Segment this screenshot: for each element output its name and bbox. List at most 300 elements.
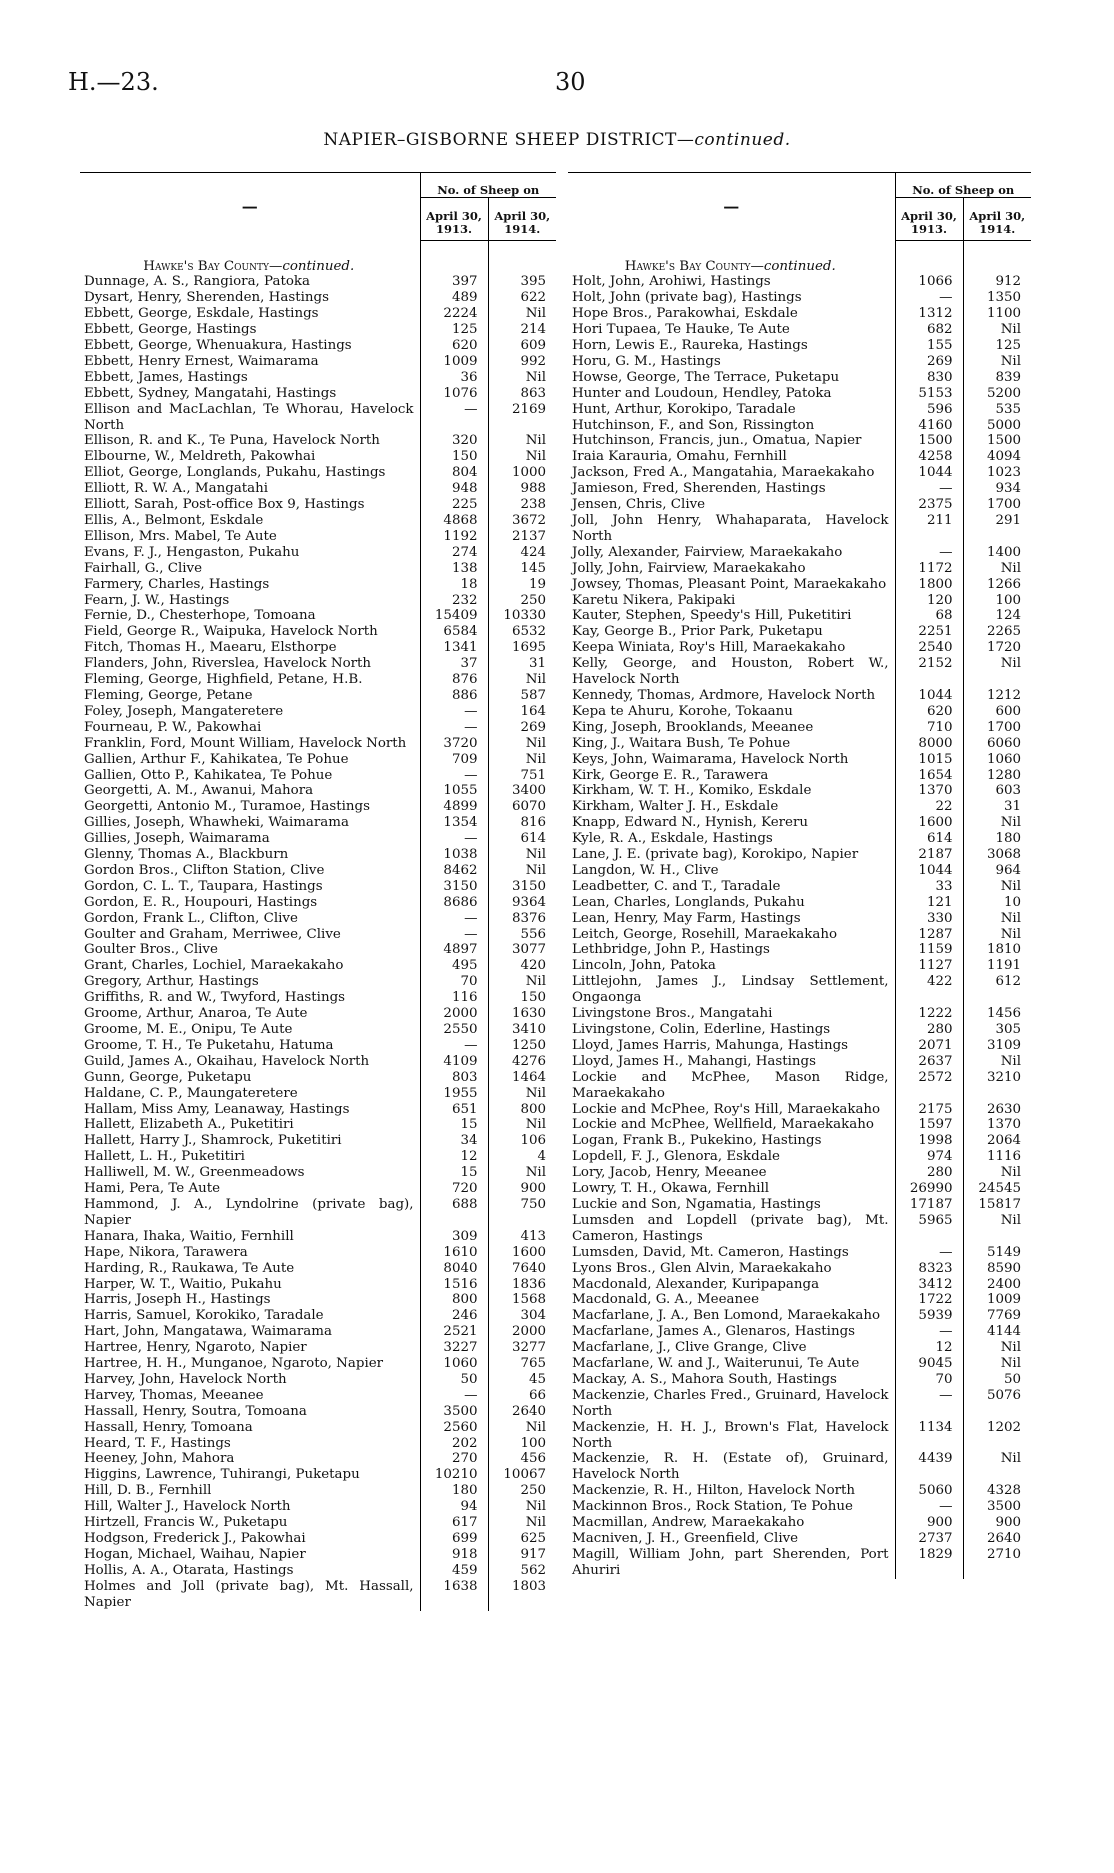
sheep-count-1913: 70 xyxy=(420,974,488,990)
sheep-count-1913: 1055 xyxy=(420,783,488,799)
table-row xyxy=(80,927,556,943)
owner-name: Gillies, Joseph, Whawheki, Waimarama xyxy=(84,815,349,831)
owner-name: Jackson, Fred A., Mangatahia, Maraekakaho xyxy=(572,465,875,481)
table-row xyxy=(80,752,556,768)
sheep-count-1914: 8376 xyxy=(488,911,556,927)
table-row xyxy=(80,1483,556,1499)
sheep-count-1913: 5965 xyxy=(895,1213,963,1245)
sheep-count-1913: 720 xyxy=(420,1181,488,1197)
owner-name: Elliott, R. W. A., Mangatahi xyxy=(84,481,269,497)
owner-name: Groome, Arthur, Anaroa, Te Aute xyxy=(84,1006,308,1022)
sheep-count-1913: 2175 xyxy=(895,1102,963,1118)
sheep-count-1914: 269 xyxy=(488,720,556,736)
sheep-count-1914: 10 xyxy=(963,895,1031,911)
sheep-count-1913: 1287 xyxy=(895,927,963,943)
sheep-count-1913: 22 xyxy=(895,799,963,815)
sheep-count-1913: 1638 xyxy=(420,1579,488,1611)
table-row xyxy=(80,1340,556,1356)
sheep-count-1914: 1700 xyxy=(963,720,1031,736)
sheep-count-1913: 876 xyxy=(420,672,488,688)
owner-name: King, J., Waitara Bush, Te Pohue xyxy=(572,735,791,751)
owner-name: Gallien, Arthur F., Kahikatea, Te Pohue xyxy=(84,751,349,767)
document-number: H.—23. xyxy=(68,68,159,96)
sheep-count-1914: 839 xyxy=(963,370,1031,386)
sheep-count-1914: 250 xyxy=(488,1483,556,1499)
sheep-count-1913: 800 xyxy=(420,1292,488,1308)
owner-name: Jolly, Alexander, Fairview, Maraekakaho xyxy=(572,544,843,560)
sheep-count-1913: 1044 xyxy=(895,688,963,704)
sheep-count-1914: 456 xyxy=(488,1451,556,1467)
owner-name: Heard, T. F., Hastings xyxy=(84,1435,231,1451)
table-row xyxy=(80,1229,556,1245)
owner-name: Hape, Nikora, Tarawera xyxy=(84,1244,248,1260)
owner-name: King, Joseph, Brooklands, Meeanee xyxy=(572,719,814,735)
owner-name: Ellison, Mrs. Mabel, Te Aute xyxy=(84,528,277,544)
sheep-count-1914: 2265 xyxy=(963,624,1031,640)
sheep-count-1914: 614 xyxy=(488,831,556,847)
sheep-count-1913: 3720 xyxy=(420,736,488,752)
sheep-count-1914: 2630 xyxy=(963,1102,1031,1118)
owner-name: Hunter and Loudoun, Hendley, Patoka xyxy=(572,385,832,401)
table-row xyxy=(80,1197,556,1229)
owner-name: Fleming, George, Petane xyxy=(84,687,253,703)
sheep-count-1913: 2224 xyxy=(420,306,488,322)
table-row xyxy=(80,720,556,736)
table-row xyxy=(568,958,1031,974)
sheep-count-1913: 1354 xyxy=(420,815,488,831)
table-row xyxy=(80,481,556,497)
sheep-count-1914: 1191 xyxy=(963,958,1031,974)
sheep-count-1914: 6070 xyxy=(488,799,556,815)
sheep-count-1913: 1312 xyxy=(895,306,963,322)
sheep-count-1914: 992 xyxy=(488,354,556,370)
sheep-count-1913: 2000 xyxy=(420,1006,488,1022)
sheep-count-1914: 1266 xyxy=(963,577,1031,593)
sheep-count-1913: — xyxy=(895,545,963,561)
sheep-count-1914: 3500 xyxy=(963,1499,1031,1515)
sheep-count-1914: 6532 xyxy=(488,624,556,640)
table-row xyxy=(80,990,556,1006)
table-row xyxy=(568,1483,1031,1499)
sheep-count-1914: 5200 xyxy=(963,386,1031,402)
sheep-count-1914: 917 xyxy=(488,1547,556,1563)
year-1914-header: April 30, 1914. xyxy=(963,198,1031,241)
owner-name: Macfarlane, W. and J., Waiterunui, Te Aute xyxy=(572,1356,860,1372)
sheep-count-1914: 2169 xyxy=(488,402,556,434)
table-row xyxy=(80,608,556,624)
sheep-count-1913: 1015 xyxy=(895,752,963,768)
owner-name: Macniven, J. H., Greenfield, Clive xyxy=(572,1531,799,1546)
table-row xyxy=(568,1388,1031,1420)
owner-name: Jensen, Chris, Clive xyxy=(572,497,706,513)
sheep-count-1914: 964 xyxy=(963,863,1031,879)
owner-name: Horn, Lewis E., Raureka, Hastings xyxy=(572,338,808,354)
table-row xyxy=(568,433,1031,449)
table-row xyxy=(568,688,1031,704)
sheep-count-1913: 2540 xyxy=(895,640,963,656)
sheep-count-1913: 4897 xyxy=(420,942,488,958)
sheep-count-1914: 3277 xyxy=(488,1340,556,1356)
sheep-count-1914: Nil xyxy=(963,354,1031,370)
sheep-count-1913: 50 xyxy=(420,1372,488,1388)
table-row xyxy=(80,1261,556,1277)
sheep-count-1914: 1568 xyxy=(488,1292,556,1308)
sheep-count-1913: — xyxy=(420,402,488,434)
owner-name: Hill, D. B., Fernhill xyxy=(84,1483,212,1499)
sheep-count-1914: Nil xyxy=(963,815,1031,831)
owner-name: Groome, M. E., Onipu, Te Aute xyxy=(84,1022,293,1037)
sheep-count-1913: 948 xyxy=(420,481,488,497)
sheep-count-1914: 2710 xyxy=(963,1547,1031,1579)
sheep-count-1913: 5060 xyxy=(895,1483,963,1499)
right-column xyxy=(568,172,1031,1852)
table-row xyxy=(568,1070,1031,1102)
sheep-count-1914: Nil xyxy=(488,370,556,386)
table-row xyxy=(80,1515,556,1531)
sheep-count-1913: 1370 xyxy=(895,783,963,799)
owner-name: Ellison and MacLachlan, Te Whorau, Havelock North xyxy=(84,401,414,433)
sheep-count-1914: 1212 xyxy=(963,688,1031,704)
owner-name: Harvey, Thomas, Meeanee xyxy=(84,1387,264,1403)
table-row xyxy=(80,640,556,656)
sheep-count-1913: 4258 xyxy=(895,449,963,465)
sheep-count-1913: 2560 xyxy=(420,1420,488,1436)
owner-name: Macfarlane, J., Clive Grange, Clive xyxy=(572,1340,807,1356)
table-row xyxy=(80,1372,556,1388)
table-row xyxy=(80,306,556,322)
sheep-count-1914: 2137 xyxy=(488,529,556,545)
section-heading-row xyxy=(568,241,1031,275)
sheep-count-1913: — xyxy=(895,1499,963,1515)
sheep-count-1913: 974 xyxy=(895,1149,963,1165)
owner-name: Elliott, Sarah, Post-office Box 9, Hastings xyxy=(84,497,365,513)
sheep-count-1914: Nil xyxy=(488,1117,556,1133)
sheep-count-1913: 4160 xyxy=(895,418,963,434)
section-title: Hawke's Bay County— xyxy=(143,258,283,274)
sheep-count-1913: 1192 xyxy=(420,529,488,545)
sheep-count-1914: 1250 xyxy=(488,1038,556,1054)
sheep-count-1914: 1500 xyxy=(963,433,1031,449)
sheep-count-1913: 804 xyxy=(420,465,488,481)
table-row xyxy=(80,449,556,465)
sheep-count-1913: 1066 xyxy=(895,274,963,290)
sheep-count-1913: 180 xyxy=(420,1483,488,1499)
sheep-count-1914: 1630 xyxy=(488,1006,556,1022)
sheep-count-1913: 1829 xyxy=(895,1547,963,1579)
sheep-count-1913: 1172 xyxy=(895,561,963,577)
table-row xyxy=(80,1404,556,1420)
owner-name: Macmillan, Andrew, Maraekakaho xyxy=(572,1515,805,1531)
table-row xyxy=(568,354,1031,370)
table-row xyxy=(80,815,556,831)
sheep-count-1914: 5076 xyxy=(963,1388,1031,1420)
sheep-count-1914: 45 xyxy=(488,1372,556,1388)
owner-name: Heeney, John, Mahora xyxy=(84,1451,235,1467)
sheep-count-1914: Nil xyxy=(488,449,556,465)
sheep-count-1913: 12 xyxy=(420,1149,488,1165)
sheep-count-1913: 918 xyxy=(420,1547,488,1563)
table-row xyxy=(568,1547,1031,1579)
table-row xyxy=(80,402,556,434)
sheep-count-1914: 622 xyxy=(488,290,556,306)
owner-name: Fearn, J. W., Hastings xyxy=(84,592,230,608)
table-row xyxy=(80,624,556,640)
sheep-count-1913: — xyxy=(895,481,963,497)
sheep-count-1913: 8040 xyxy=(420,1261,488,1277)
sheep-count-1913: 617 xyxy=(420,1515,488,1531)
owner-name: Hartree, Henry, Ngaroto, Napier xyxy=(84,1340,307,1356)
owner-name: Mackenzie, R. H., Hilton, Havelock North xyxy=(572,1483,856,1499)
sheep-count-1914: 609 xyxy=(488,338,556,354)
owner-name: Karetu Nikera, Pakipaki xyxy=(572,592,736,608)
sheep-count-1913: 830 xyxy=(895,370,963,386)
sheep-count-1914: 19 xyxy=(488,577,556,593)
owner-name: Fourneau, P. W., Pakowhai xyxy=(84,719,262,735)
sheep-count-1914: Nil xyxy=(488,306,556,322)
table-row xyxy=(80,545,556,561)
year-1913-header: April 30, 1913. xyxy=(895,198,963,241)
table-row xyxy=(568,1149,1031,1165)
sheep-count-1913: 1341 xyxy=(420,640,488,656)
sheep-count-1914: 7769 xyxy=(963,1308,1031,1324)
sheep-count-1913: 9045 xyxy=(895,1356,963,1372)
sheep-count-1913: 18 xyxy=(420,577,488,593)
sheep-count-1914: 3210 xyxy=(963,1070,1031,1102)
owner-name: Fernie, D., Chesterhope, Tomoana xyxy=(84,608,316,624)
table-row xyxy=(80,863,556,879)
table-row xyxy=(80,1181,556,1197)
owner-name: Gordon Bros., Clifton Station, Clive xyxy=(84,862,325,878)
sheep-count-1913: 682 xyxy=(895,322,963,338)
owner-name: Hanara, Ihaka, Waitio, Fernhill xyxy=(84,1228,294,1244)
page-number: 30 xyxy=(555,68,586,96)
owner-name: Kepa te Ahuru, Korohe, Tokaanu xyxy=(572,703,793,719)
sheep-count-1914: 50 xyxy=(963,1372,1031,1388)
sheep-count-1913: 274 xyxy=(420,545,488,561)
owner-name: Flanders, John, Riverslea, Havelock North xyxy=(84,656,372,672)
table-row xyxy=(568,1054,1031,1070)
sheep-count-1914: Nil xyxy=(488,974,556,990)
owner-name: Mackinnon Bros., Rock Station, Te Pohue xyxy=(572,1499,853,1515)
owner-name: Georgetti, Antonio M., Turamoe, Hastings xyxy=(84,799,370,815)
table-row xyxy=(568,847,1031,863)
sheep-count-1914: 4144 xyxy=(963,1324,1031,1340)
owner-name: Hassall, Henry, Tomoana xyxy=(84,1419,253,1435)
sheep-count-1914: 31 xyxy=(488,656,556,672)
sheep-count-1913: 36 xyxy=(420,370,488,386)
table-row xyxy=(568,624,1031,640)
owner-name: Jowsey, Thomas, Pleasant Point, Maraekakaho xyxy=(572,576,887,592)
sheep-count-1914: Nil xyxy=(488,1499,556,1515)
table-row xyxy=(80,322,556,338)
sheep-count-1913: 138 xyxy=(420,561,488,577)
sheep-count-1913: 12 xyxy=(895,1340,963,1356)
sheep-count-1913: 1009 xyxy=(420,354,488,370)
table-row xyxy=(568,449,1031,465)
sheep-count-1913: 8323 xyxy=(895,1261,963,1277)
sheep-count-1914: 5000 xyxy=(963,418,1031,434)
sheep-count-1914: 150 xyxy=(488,990,556,1006)
owner-name: Hami, Pera, Te Aute xyxy=(84,1181,221,1197)
sheep-count-1913: 2521 xyxy=(420,1324,488,1340)
owner-name: Logan, Frank B., Pukekino, Hastings xyxy=(572,1133,822,1149)
sheep-count-1914: 1280 xyxy=(963,768,1031,784)
sheep-count-1914: 2400 xyxy=(963,1277,1031,1293)
sheep-count-1914: Nil xyxy=(488,847,556,863)
owner-name: Evans, F. J., Hengaston, Pukahu xyxy=(84,544,300,560)
sheep-count-1913: 1038 xyxy=(420,847,488,863)
table-row xyxy=(80,577,556,593)
owner-name: Keepa Winiata, Roy's Hill, Maraekakaho xyxy=(572,640,846,656)
owner-name: Harris, Joseph H., Hastings xyxy=(84,1292,271,1308)
sheep-count-1914: Nil xyxy=(963,656,1031,688)
owner-name: Grant, Charles, Lochiel, Maraekakaho xyxy=(84,958,344,974)
sheep-count-1914: 145 xyxy=(488,561,556,577)
owner-name: Gillies, Joseph, Waimarama xyxy=(84,831,270,847)
table-row xyxy=(80,942,556,958)
owner-name: Livingstone Bros., Mangatahi xyxy=(572,1006,773,1022)
sheep-count-1913: 1060 xyxy=(420,1356,488,1372)
left-table-body xyxy=(80,241,556,1611)
table-row xyxy=(568,704,1031,720)
owner-name: Hirtzell, Francis W., Puketapu xyxy=(84,1515,288,1531)
sheep-count-1913: 10210 xyxy=(420,1467,488,1483)
sheep-count-1914: Nil xyxy=(488,1515,556,1531)
owner-name: Livingstone, Colin, Ederline, Hastings xyxy=(572,1022,831,1037)
sheep-count-1913: — xyxy=(420,1388,488,1404)
owner-name: Gordon, E. R., Houpouri, Hastings xyxy=(84,894,318,910)
owner-name: Hallett, Elizabeth A., Puketitiri xyxy=(84,1117,294,1133)
sheep-count-1914: 751 xyxy=(488,768,556,784)
owner-name: Kirk, George E. R., Tarawera xyxy=(572,767,769,783)
sheep-count-1914: Nil xyxy=(488,672,556,688)
owner-name: Gordon, Frank L., Clifton, Clive xyxy=(84,910,298,926)
sheep-count-1914: 10330 xyxy=(488,608,556,624)
sheep-count-1914: 3077 xyxy=(488,942,556,958)
sheep-count-1914: 3410 xyxy=(488,1022,556,1038)
sheep-count-1914: 562 xyxy=(488,1563,556,1579)
owner-name: Lloyd, James H., Mahangi, Hastings xyxy=(572,1053,816,1069)
table-row xyxy=(568,386,1031,402)
sheep-count-1913: 202 xyxy=(420,1436,488,1452)
sheep-count-1913: 2187 xyxy=(895,847,963,863)
owner-name: Mackenzie, Charles Fred., Gruinard, Havelock North xyxy=(572,1387,889,1419)
owner-name: Holt, John, Arohiwi, Hastings xyxy=(572,274,771,290)
owner-name: Mackenzie, H. H. J., Brown's Flat, Havelock North xyxy=(572,1419,889,1451)
owner-name: Lopdell, F. J., Glenora, Eskdale xyxy=(572,1149,780,1165)
owner-name: Groome, T. H., Te Puketahu, Hatuma xyxy=(84,1037,334,1053)
sheep-count-1914: 66 xyxy=(488,1388,556,1404)
table-row xyxy=(568,306,1031,322)
sheep-count-1914: 1456 xyxy=(963,1006,1031,1022)
sheep-count-1914: 1000 xyxy=(488,465,556,481)
sheep-count-1914: 180 xyxy=(963,831,1031,847)
sheep-count-1914: Nil xyxy=(963,1356,1031,1372)
owner-name: Hill, Walter J., Havelock North xyxy=(84,1499,291,1515)
table-row xyxy=(568,879,1031,895)
table-row xyxy=(80,1356,556,1372)
owner-name: Macfarlane, James A., Glenaros, Hastings xyxy=(572,1324,856,1340)
owner-name: Higgins, Lawrence, Tuhirangi, Puketapu xyxy=(84,1467,360,1483)
sheep-count-1913: 495 xyxy=(420,958,488,974)
sheep-count-1914: Nil xyxy=(488,736,556,752)
table-row xyxy=(80,974,556,990)
table-row xyxy=(568,1133,1031,1149)
table-row xyxy=(80,1086,556,1102)
sheep-count-1914: 1400 xyxy=(963,545,1031,561)
sheep-count-1913: 1516 xyxy=(420,1277,488,1293)
table-row xyxy=(80,1451,556,1467)
sheep-count-1913: 280 xyxy=(895,1022,963,1038)
owner-name: Lane, J. E. (private bag), Korokipo, Napier xyxy=(572,847,859,863)
owner-name: Ebbett, Sydney, Mangatahi, Hastings xyxy=(84,385,337,401)
sheep-count-1914: 934 xyxy=(963,481,1031,497)
owner-name: Ebbett, James, Hastings xyxy=(84,369,248,385)
owner-name: Ebbett, Henry Ernest, Waimarama xyxy=(84,353,319,369)
owner-name: Fleming, George, Highfield, Petane, H.B. xyxy=(84,672,363,688)
sheep-count-1914: 304 xyxy=(488,1308,556,1324)
table-row xyxy=(568,561,1031,577)
sheep-count-1913: 1600 xyxy=(895,815,963,831)
sheep-count-1913: 320 xyxy=(420,433,488,449)
sheep-count-1914: 1023 xyxy=(963,465,1031,481)
table-row xyxy=(80,895,556,911)
sheep-count-1913: 8462 xyxy=(420,863,488,879)
sheep-count-1914: 900 xyxy=(488,1181,556,1197)
owner-name: Ebbett, George, Hastings xyxy=(84,322,257,338)
table-row xyxy=(568,640,1031,656)
owner-name: Lockie and McPhee, Mason Ridge, Maraekakaho xyxy=(572,1069,889,1101)
owner-name: Dunnage, A. S., Rangiora, Patoka xyxy=(84,274,310,290)
owner-name: Halliwell, M. W., Greenmeadows xyxy=(84,1165,305,1181)
owner-name: Fitch, Thomas H., Maearu, Elsthorpe xyxy=(84,640,337,656)
sheep-count-1913: 1127 xyxy=(895,958,963,974)
table-row xyxy=(568,942,1031,958)
sheep-count-1913: — xyxy=(420,704,488,720)
sheep-table-right xyxy=(568,172,1031,1579)
owner-name: Hassall, Henry, Soutra, Tomoana xyxy=(84,1403,307,1419)
table-row xyxy=(80,847,556,863)
sheep-count-1913: 422 xyxy=(895,974,963,1006)
sheep-count-1913: 489 xyxy=(420,290,488,306)
table-row xyxy=(568,274,1031,290)
sheep-count-1914: 625 xyxy=(488,1531,556,1547)
table-row xyxy=(568,322,1031,338)
sheep-count-1913: — xyxy=(895,1324,963,1340)
table-row xyxy=(568,815,1031,831)
owner-name: Lockie and McPhee, Wellfield, Maraekakaho xyxy=(572,1117,874,1133)
year-1913-header: April 30, 1913. xyxy=(420,198,488,241)
sheep-count-1913: 620 xyxy=(895,704,963,720)
owner-name: Hallam, Miss Amy, Leanaway, Hastings xyxy=(84,1101,350,1117)
sheep-count-1914: 4276 xyxy=(488,1054,556,1070)
table-row xyxy=(80,688,556,704)
sheep-count-1913: 2071 xyxy=(895,1038,963,1054)
sheep-count-1913: — xyxy=(420,911,488,927)
sheep-count-1913: 70 xyxy=(895,1372,963,1388)
table-row xyxy=(568,831,1031,847)
sheep-count-1913: 211 xyxy=(895,513,963,545)
sheep-count-1914: Nil xyxy=(963,1451,1031,1483)
sheep-count-1914: Nil xyxy=(963,1165,1031,1181)
table-row xyxy=(568,418,1031,434)
owner-name: Kennedy, Thomas, Ardmore, Havelock North xyxy=(572,687,876,703)
sheep-count-1914: 1803 xyxy=(488,1579,556,1611)
table-row xyxy=(80,1467,556,1483)
owner-name: Leitch, George, Rosehill, Maraekakaho xyxy=(572,926,838,942)
table-row xyxy=(80,274,556,290)
table-row xyxy=(80,370,556,386)
